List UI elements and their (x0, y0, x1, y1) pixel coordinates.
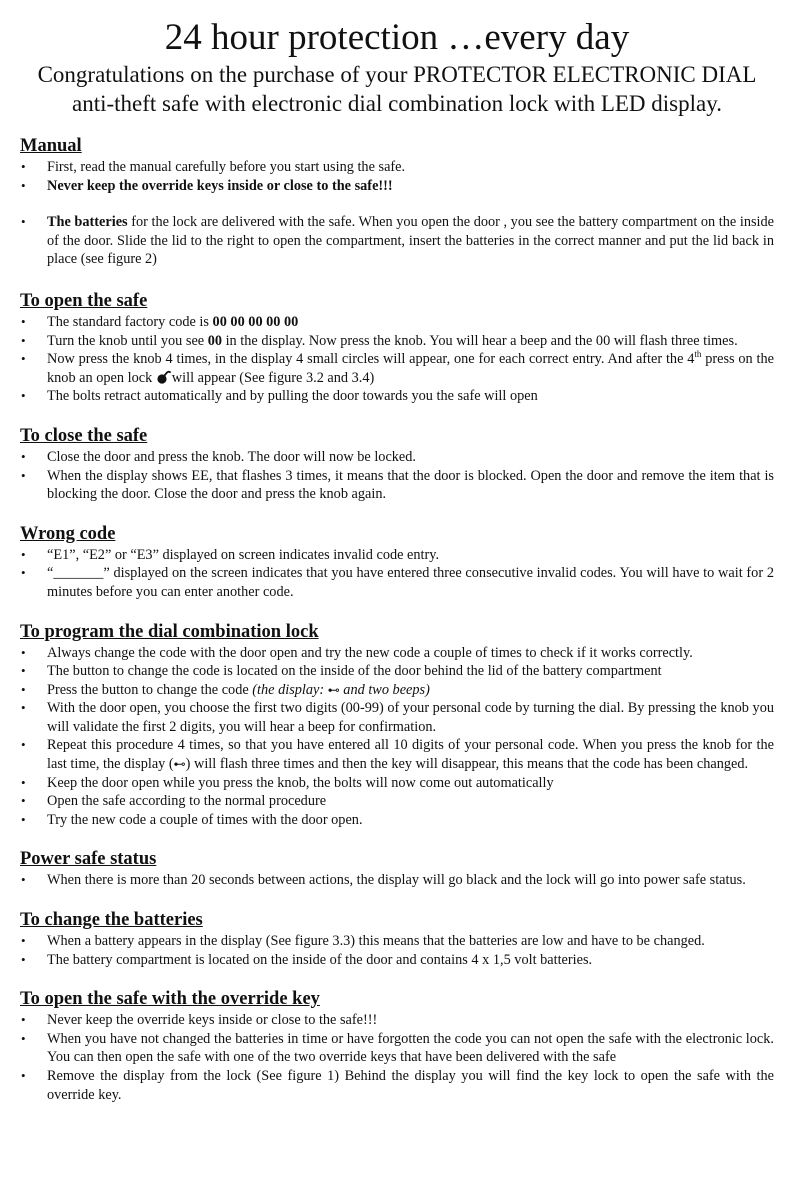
section-heading-program-lock: To program the dial combination lock (20, 621, 319, 642)
open-safe-list (20, 313, 774, 406)
override-key-list (20, 1011, 774, 1104)
list-item: • When there is more than 20 seconds between actions, the display will go black and the lock will go into power safe status. (20, 871, 774, 890)
key-icon: ⊷ (327, 682, 340, 697)
page-subtitle-line-2: anti-theft safe with electronic dial combination lock with LED display. (72, 91, 722, 116)
section-close-safe (20, 425, 774, 504)
list-item: • Remove the display from the lock (See figure 1) Behind the display you will find the key lock to open the safe with the override key. (20, 1067, 774, 1104)
section-heading-change-batteries: To change the batteries (20, 910, 203, 931)
list-item: • When you have not changed the batteries in time or have forgotten the code you can not open the safe with the electronic lock. You can then open the safe with one of the two override keys that have been delivered with the safe (20, 1030, 774, 1067)
list-item: • Never keep the override keys inside or close to the safe!!! (20, 177, 774, 196)
page-title: 24 hour protection …every day (164, 17, 630, 58)
list-item: • Open the safe according to the normal procedure (20, 792, 774, 811)
section-heading-open-safe: To open the safe (20, 290, 148, 311)
section-open-safe (20, 290, 774, 406)
list-item: • Close the door and press the knob. The door will now be locked. (20, 448, 774, 467)
section-change-batteries (20, 909, 774, 969)
section-heading-manual: Manual (20, 136, 82, 156)
list-item: • The batteries for the lock are delivered with the safe. When you open the door , you see the battery compartment on the inside of the door. Slide the lid to the right to open the compartment, insert the batteries in the correct manner and put the lid back in place (see figure 2) (20, 213, 774, 269)
list-item: • The standard factory code is 00 00 00 00 00 (20, 313, 774, 332)
list-item: • Repeat this procedure 4 times, so that you have entered all 10 digits of your personal code. When you press the knob for the last time, the display (⊷) will flash three times and then the key will disappear, this means that the code has been changed. (20, 736, 774, 773)
list-item: • Keep the door open while you press the knob, the bolts will now come out automatically (20, 774, 774, 793)
wrong-code-list (20, 546, 774, 602)
program-lock-list (20, 644, 774, 830)
list-item: • Press the button to change the code (the display: ⊷ and two beeps) (20, 681, 774, 700)
list-item: • Try the new code a couple of times with the door open. (20, 811, 774, 830)
close-safe-list (20, 448, 774, 504)
key-icon: ⊷ (173, 757, 186, 772)
section-heading-wrong-code: Wrong code (20, 523, 116, 544)
list-item: • The button to change the code is located on the inside of the door behind the lid of the battery compartment (20, 662, 774, 681)
section-power-safe (20, 848, 774, 890)
section-manual (20, 135, 774, 269)
list-item: • With the door open, you choose the first two digits (00-99) of your personal code by turning the dial. By pressing the knob you will validate the first 2 digits, you will hear a beep for confirmation. (20, 699, 774, 736)
section-heading-power-safe: Power safe status (20, 849, 157, 870)
change-batteries-list (20, 932, 774, 969)
section-override-key (20, 988, 774, 1104)
list-item: • “E1”, “E2” or “E3” displayed on screen indicates invalid code entry. (20, 546, 774, 565)
manual-list (20, 158, 774, 269)
list-item: • Never keep the override keys inside or close to the safe!!! (20, 1011, 774, 1030)
open-lock-icon (156, 370, 172, 384)
list-item: • First, read the manual carefully before you start using the safe. (20, 158, 774, 177)
list-item: • Always change the code with the door open and try the new code a couple of times to check if it works correctly. (20, 644, 774, 663)
list-item: • “_______” displayed on the screen indicates that you have entered three consecutive invalid codes. You will have to wait for 2 minutes before you can enter another code. (20, 564, 774, 601)
section-heading-close-safe: To close the safe (20, 425, 148, 446)
section-wrong-code (20, 523, 774, 602)
list-item: • The bolts retract automatically and by pulling the door towards you the safe will open (20, 387, 774, 406)
page-subtitle-line-1: Congratulations on the purchase of your PROTECTOR ELECTRONIC DIAL (37, 62, 757, 87)
list-item: • The battery compartment is located on the inside of the door and contains 4 x 1,5 volt batteries. (20, 951, 774, 970)
list-item: • When a battery appears in the display (See figure 3.3) this means that the batteries are low and have to be changed. (20, 932, 774, 951)
list-item: • Turn the knob until you see 00 in the display. Now press the knob. You will hear a beep and the 00 will flash three times. (20, 332, 774, 351)
list-item: • When the display shows EE, that flashes 3 times, it means that the door is blocked. Open the door and remove the item that is blocking the door. Close the door and press the knob again. (20, 467, 774, 504)
power-safe-list (20, 871, 774, 890)
factory-code: 00 00 00 00 00 (212, 313, 299, 330)
section-heading-override-key: To open the safe with the override key (20, 989, 320, 1010)
list-item: • Now press the knob 4 times, in the display 4 small circles will appear, one for each correct entry. And after the 4th press on the knob an open lock will appear (See figure 3.2 and 3.4) (20, 350, 774, 387)
section-program-lock (20, 621, 774, 830)
